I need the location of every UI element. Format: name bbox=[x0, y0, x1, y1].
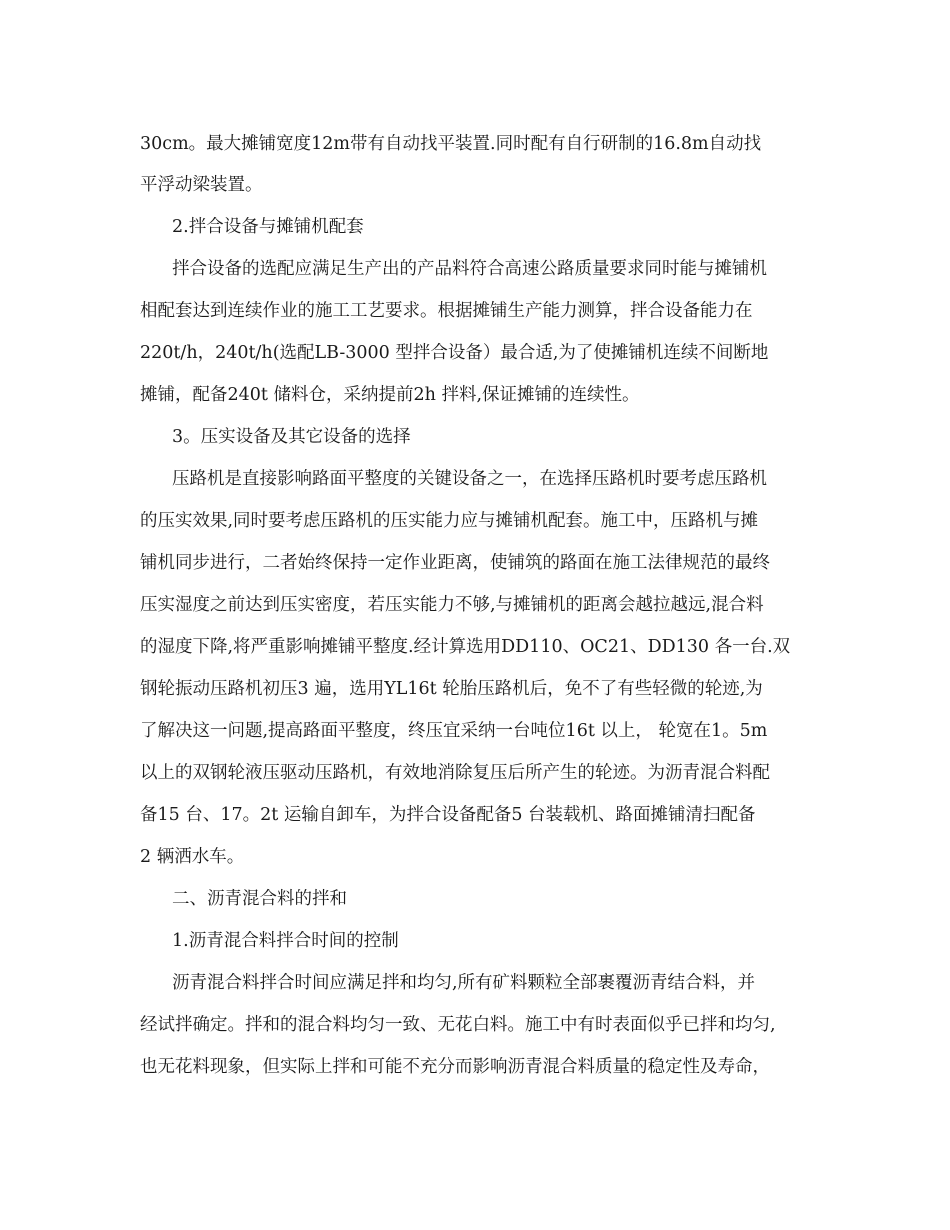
section-heading: 3。压实设备及其它设备的选择 bbox=[172, 427, 411, 447]
paragraph-line: 备15 台、17。2t 运输自卸车，为拌合设备配备5 台装载机、路面摊铺清扫配备 bbox=[140, 805, 756, 825]
section-heading: 1.沥青混合料拌合时间的控制 bbox=[172, 931, 399, 951]
paragraph-line: 平浮动梁装置。 bbox=[140, 175, 263, 195]
paragraph-line: 摊铺，配备240t 储料仓，采纳提前2h 拌料,保证摊铺的连续性。 bbox=[140, 385, 640, 405]
paragraph-line: 相配套达到连续作业的施工工艺要求。根据摊铺生产能力测算，拌合设备能力在 bbox=[140, 301, 753, 321]
paragraph-line: 压实湿度之前达到压实密度，若压实能力不够,与摊铺机的距离会越拉越远,混合料 bbox=[140, 595, 764, 615]
paragraph-line: 以上的双钢轮液压驱动压路机，有效地消除复压后所产生的轮迹。为沥青混合料配 bbox=[140, 763, 770, 783]
paragraph-line: 2 辆洒水车。 bbox=[140, 847, 245, 867]
paragraph-line: 220t/h，240t/h(选配LB-3000 型拌合设备）最合适,为了使摊铺机连续不间断地 bbox=[140, 343, 769, 363]
paragraph-line: 拌合设备的选配应满足生产出的产品料符合高速公路质量要求同时能与摊铺机 bbox=[172, 259, 767, 279]
paragraph-line: 了解决这一问题,提高路面平整度，终压宜采纳一台吨位16t 以上， 轮宽在1。5m bbox=[140, 721, 768, 741]
paragraph-line: 沥青混合料拌合时间应满足拌和均匀,所有矿料颗粒全部裹覆沥青结合料，并 bbox=[172, 973, 756, 993]
paragraph-line: 压路机是直接影响路面平整度的关键设备之一，在选择压路机时要考虑压路机 bbox=[172, 469, 767, 489]
paragraph-line: 的湿度下降,将严重影响摊铺平整度.经计算选用DD110、OC21、DD130 各一台.双 bbox=[140, 637, 791, 657]
paragraph-line: 的压实效果,同时要考虑压路机的压实能力应与摊铺机配套。施工中，压路机与摊 bbox=[140, 511, 759, 531]
paragraph-line: 铺机同步进行，二者始终保持一定作业距离，使铺筑的路面在施工法律规范的最终 bbox=[140, 553, 770, 573]
paragraph-line: 30cm。最大摊铺宽度12m带有自动找平装置.同时配有自行研制的16.8m自动找 bbox=[140, 134, 762, 154]
paragraph-line: 钢轮振动压路机初压3 遍，选用YL16t 轮胎压路机后，免不了有些轻微的轮迹,为 bbox=[140, 679, 763, 699]
paragraph-line: 经试拌确定。拌和的混合料均匀一致、无花白料。施工中有时表面似乎已拌和均匀, bbox=[140, 1015, 776, 1035]
section-heading: 2.拌合设备与摊铺机配套 bbox=[172, 217, 364, 237]
paragraph-line: 也无花料现象，但实际上拌和可能不充分而影响沥青混合料质量的稳定性及寿命， bbox=[140, 1057, 770, 1077]
section-heading: 二、沥青混合料的拌和 bbox=[172, 889, 347, 909]
